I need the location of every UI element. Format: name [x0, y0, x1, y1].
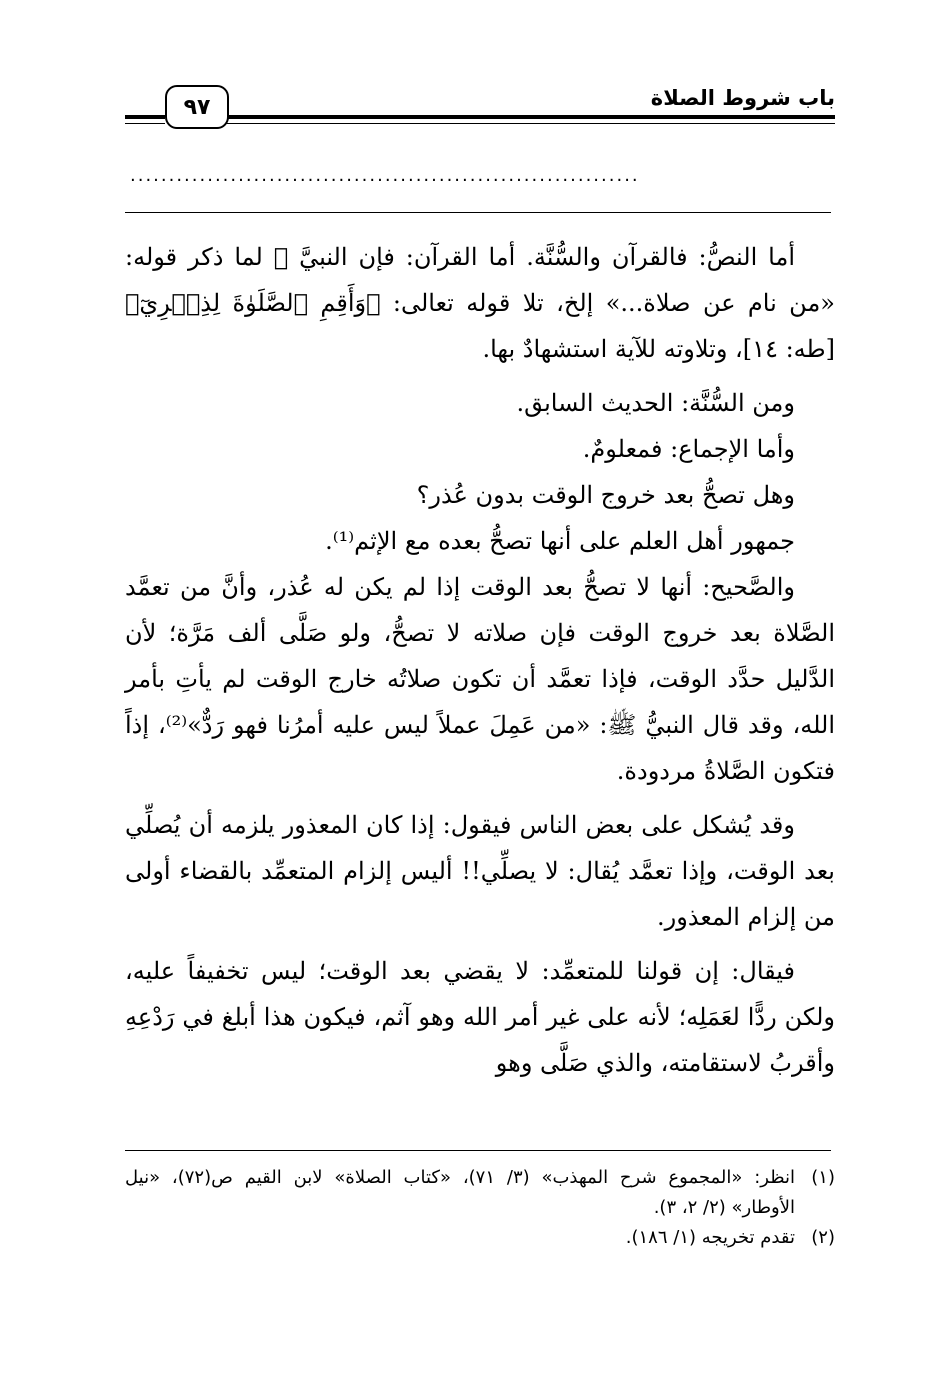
paragraph-sahih: والصَّحيح: أنها لا تصحُّ بعد الوقت إذا لم يكن له عُذر، وأنَّ من تعمَّد الصَّلاة بعد خروج الوقت فإن صلاته لا تصحُّ، ولو صَلَّى ألف مَرَّة؛ لأن الدَّليل حدَّد الوقت، فإذا تعمَّد أن تكون صلاتُه خارج الوقت لم يأتِ بأمر الله، وقد قال النبيُّ ﷺ: «من عَمِلَ عملاً ليس عليه أمرُنا فهو رَدٌّ»⁽²⁾، إذاً فتكون الصَّلاةُ مردودة.: [125, 573, 835, 785]
footnote: [125, 1223, 835, 1253]
header-rule-right-thin: [225, 123, 835, 124]
footnote-text: تقدم تخريجه (١/ ١٨٦).: [625, 1227, 795, 1248]
footnotes: [125, 1163, 835, 1253]
page-header: [125, 85, 835, 135]
header-rule-left-thick: [125, 115, 165, 119]
text-top-rule: [125, 212, 831, 213]
paragraph-ishkal: وقد يُشكل على بعض الناس فيقول: إذا كان المعذور يلزمه أن يُصلِّي بعد الوقت، وإذا تعمَّد يُقال: لا يصلِّي!! أليس إلزام المتعمِّد بالقضاء أولى من إلزام المعذور.: [125, 811, 835, 931]
main-text: [125, 234, 835, 1094]
header-rule-left-thin: [125, 123, 165, 124]
footnote-number: (١): [811, 1167, 835, 1188]
footnote-text: انظر: «المجموع شرح المهذب» (٣/ ٧١)، «كتاب الصلاة» لابن القيم ص(٧٢)، «نيل الأوطار» (٢/ ٢، ٣).: [125, 1167, 795, 1218]
footnote-number: (٢): [811, 1227, 835, 1248]
dotted-separator: ..................................................................: [130, 168, 640, 184]
paragraph-sunnah: ومن السُّنَّة: الحديث السابق.: [516, 389, 795, 417]
paragraph-ijma: وأما الإجماع: فمعلومٌ.: [582, 435, 795, 463]
page-number-box: [165, 85, 229, 129]
paragraph-nass: أما النصُّ: فالقرآن والسُّنَّة. أما القرآن: فإن النبيَّ ﷺ لما ذكر قوله: «من نام عن صلاة...» إلخ، تلا قوله تعالى: ﴿وَأَقِمِ ٱلصَّلَوٰةَ لِذِكۡرِيٓ﴾ [طه: ١٤]، وتلاوته للآية استشهادٌ بها.: [125, 243, 835, 363]
footnote-rule: [125, 1150, 831, 1151]
paragraph-question: وهل تصحُّ بعد خروج الوقت بدون عُذر؟: [416, 481, 795, 509]
page-number: ٩٧: [183, 94, 211, 120]
footnote: [125, 1163, 835, 1223]
chapter-title: باب شروط الصلاة: [650, 86, 835, 110]
paragraph-jumhur: جمهور أهل العلم على أنها تصحُّ بعده مع الإثم⁽¹⁾.: [325, 527, 795, 555]
paragraph-answer: فيقال: إن قولنا للمتعمِّد: لا يقضي بعد الوقت؛ ليس تخفيفاً عليه، ولكن ردًّا لعَمَلِه؛ لأنه على غير أمر الله وهو آثم، فيكون هذا أبلغ في رَدْعِهِ وأقربُ لاستقامته، والذي صَلَّى وهو: [125, 957, 835, 1077]
header-rule-right-thick: [225, 115, 835, 119]
